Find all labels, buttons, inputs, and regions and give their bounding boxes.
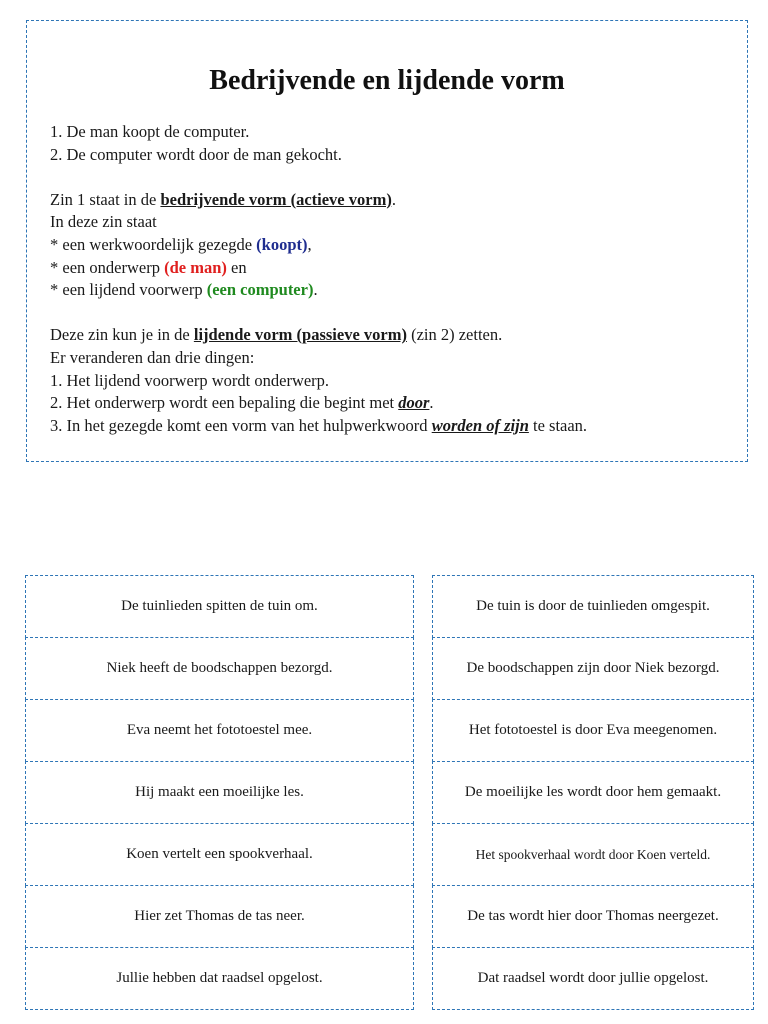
change-1: 1. Het lijdend voorwerp wordt onderwerp. bbox=[50, 370, 330, 390]
active-form-term: bedrijvende vorm (actieve vorm) bbox=[160, 189, 392, 209]
text-segment: en bbox=[226, 257, 247, 277]
text-segment: * een lijdend voorwerp bbox=[50, 280, 207, 300]
auxiliary-verb-term: worden of zijn bbox=[431, 415, 529, 435]
active-form-statement bbox=[50, 189, 731, 212]
text-segment: 2. Het onderwerp wordt een bepaling die begint met bbox=[50, 393, 399, 413]
example-sentence-1: 1. De man koopt de computer. bbox=[50, 122, 250, 141]
text-segment: te staan. bbox=[528, 415, 588, 435]
passive-card[interactable]: Het fototoestel is door Eva meegenomen. bbox=[432, 699, 754, 762]
passive-card[interactable]: Het spookverhaal wordt door Koen verteld. bbox=[432, 823, 754, 886]
changes-intro: Er veranderen dan drie dingen: bbox=[50, 347, 255, 367]
active-card[interactable]: Niek heeft de boodschappen bezorgd. bbox=[25, 637, 414, 700]
text-segment: * een werkwoordelijk gezegde bbox=[50, 234, 257, 254]
passive-form-statement bbox=[50, 324, 731, 347]
passive-card[interactable]: De tas wordt hier door Thomas neergezet. bbox=[432, 885, 754, 948]
verb-highlight: (koopt) bbox=[256, 234, 308, 254]
text-segment: . bbox=[391, 189, 396, 209]
explanation-text bbox=[50, 121, 731, 437]
bullet-subject bbox=[50, 257, 731, 280]
explanation-box bbox=[26, 20, 748, 462]
text-segment: Zin 1 staat in de bbox=[50, 189, 161, 209]
text-segment: , bbox=[307, 234, 312, 254]
passive-form-term: lijdende vorm (passieve vorm) bbox=[193, 325, 407, 345]
active-card[interactable]: Jullie hebben dat raadsel opgelost. bbox=[25, 947, 414, 1010]
change-3 bbox=[50, 415, 731, 438]
sentence-contains-label: In deze zin staat bbox=[50, 212, 157, 232]
subject-highlight: (de man) bbox=[164, 257, 227, 277]
bullet-object bbox=[50, 279, 731, 302]
active-card[interactable]: Eva neemt het fototoestel mee. bbox=[25, 699, 414, 762]
passive-card[interactable]: Dat raadsel wordt door jullie opgelost. bbox=[432, 947, 754, 1010]
text-segment: * een onderwerp bbox=[50, 257, 165, 277]
text-segment: (zin 2) zetten. bbox=[406, 325, 503, 345]
passive-card[interactable]: De boodschappen zijn door Niek bezorgd. bbox=[432, 637, 754, 700]
passive-card[interactable]: De moeilijke les wordt door hem gemaakt. bbox=[432, 761, 754, 824]
passive-card[interactable]: De tuin is door de tuinlieden omgespit. bbox=[432, 575, 754, 638]
door-term: door bbox=[398, 393, 430, 413]
active-card[interactable]: De tuinlieden spitten de tuin om. bbox=[25, 575, 414, 638]
active-sentence-cards bbox=[25, 575, 414, 1010]
change-2 bbox=[50, 392, 731, 415]
text-segment: . bbox=[429, 393, 434, 413]
active-card[interactable]: Koen vertelt een spookverhaal. bbox=[25, 823, 414, 886]
example-sentence-2: 2. De computer wordt door de man gekocht. bbox=[50, 144, 342, 164]
passive-sentence-cards bbox=[432, 575, 754, 1010]
text-segment: . bbox=[313, 280, 318, 300]
active-card[interactable]: Hier zet Thomas de tas neer. bbox=[25, 885, 414, 948]
object-highlight: (een computer) bbox=[206, 280, 314, 300]
page-title: Bedrijvende en lijdende vorm bbox=[209, 65, 565, 96]
text-segment: 3. In het gezegde komt een vorm van het hulpwerkwoord bbox=[50, 415, 432, 435]
active-card[interactable]: Hij maakt een moeilijke les. bbox=[25, 761, 414, 824]
text-segment: Deze zin kun je in de bbox=[50, 325, 194, 345]
bullet-verb bbox=[50, 234, 731, 257]
